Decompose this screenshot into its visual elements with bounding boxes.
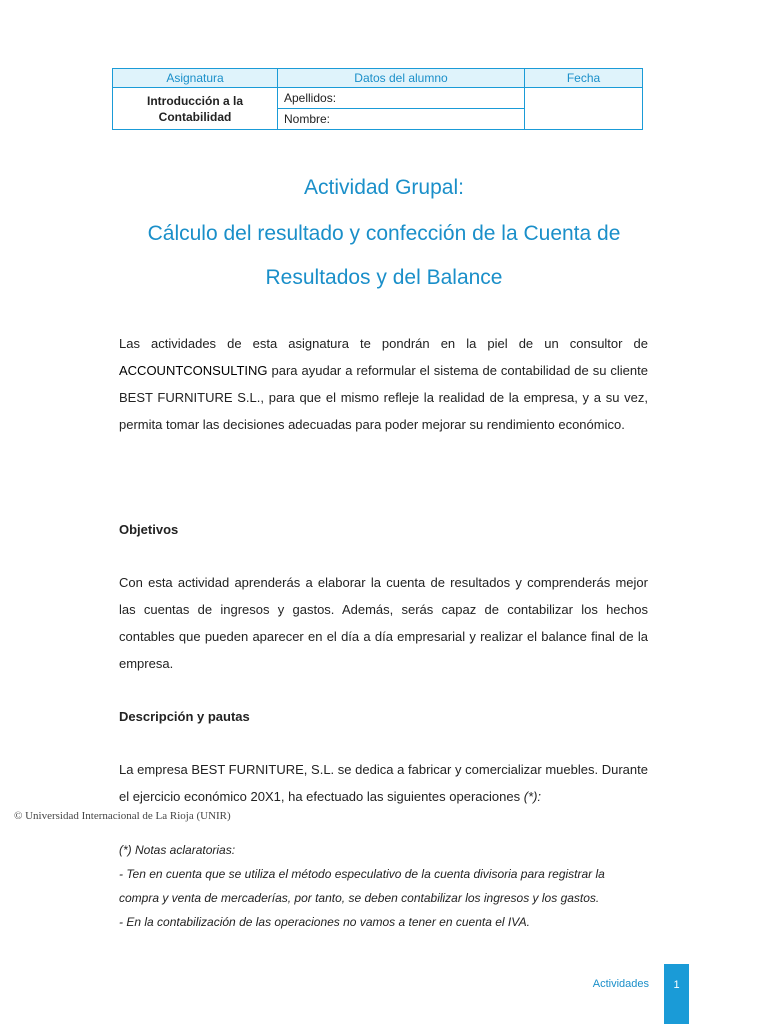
header-subject: Asignatura (113, 69, 278, 88)
surname-field: Apellidos: (278, 88, 525, 109)
header-student-data: Datos del alumno (278, 69, 525, 88)
notes-title: (*) Notas aclaratorias: (119, 843, 236, 857)
header-row (113, 69, 643, 88)
title-line-2: Cálculo del resultado y confección de la Cuenta de (147, 222, 621, 245)
description-text: La empresa BEST FURNITURE, S.L. se dedica a fabricar y comercializar muebles. Durante el ejercicio económico 20X1, ha efectuado las siguientes operaciones (119, 762, 648, 804)
objectives-paragraph: Con esta actividad aprenderás a elaborar la cuenta de resultados y comprenderás mejor las cuentas de ingresos y gastos. Además, serás capaz de contabilizar los hechos contables que pueden aparecer en el día a día empresarial y realizar el balance final de la empresa. (119, 575, 648, 671)
notes-line-1: - Ten en cuenta que se utiliza el método especulativo de la cuenta divisoria para registrar la (119, 867, 605, 881)
subject-line-1: Introducción a la (146, 93, 243, 108)
intro-text-after: para ayudar a reformular el sistema de contabilidad de su cliente BEST FURNITURE S.L., para que el mismo refleje la realidad de la empresa, y a su vez, permita tomar las decisiones adecuadas para poder mejorar su rendimiento económico. (119, 363, 648, 432)
title-line-3: Resultados y del Balance (265, 266, 503, 289)
name-field: Nombre: (278, 109, 525, 130)
notes-line-2: compra y venta de mercaderías, por tanto, se deben contabilizar los ingresos y los gastos. (119, 891, 600, 905)
page-number: 1 (664, 964, 689, 1024)
intro-text-before: Las actividades de esta asignatura te pondrán en la piel de un consultor de (119, 336, 648, 351)
description-paragraph (119, 756, 648, 810)
description-heading: Descripción y pautas (119, 709, 250, 724)
table-row (113, 88, 643, 109)
notes-line-3: - En la contabilización de las operaciones no vamos a tener en cuenta el IVA. (119, 915, 530, 929)
footer-section-label: Actividades (592, 978, 649, 990)
subject-name (113, 88, 278, 130)
notes-block (119, 838, 659, 934)
note-marker: (*): (523, 789, 542, 804)
company-name: ACCOUNTCONSULTING (119, 363, 268, 378)
subject-line-2: Contabilidad (158, 109, 232, 124)
intro-paragraph (119, 330, 648, 438)
header-date: Fecha (525, 69, 643, 88)
header-table (112, 68, 643, 130)
copyright-notice: © Universidad Internacional de La Rioja (UNIR) (14, 810, 231, 822)
objectives-heading: Objetivos (119, 522, 179, 537)
title-line-1: Actividad Grupal: (304, 176, 464, 199)
date-field (525, 88, 643, 130)
